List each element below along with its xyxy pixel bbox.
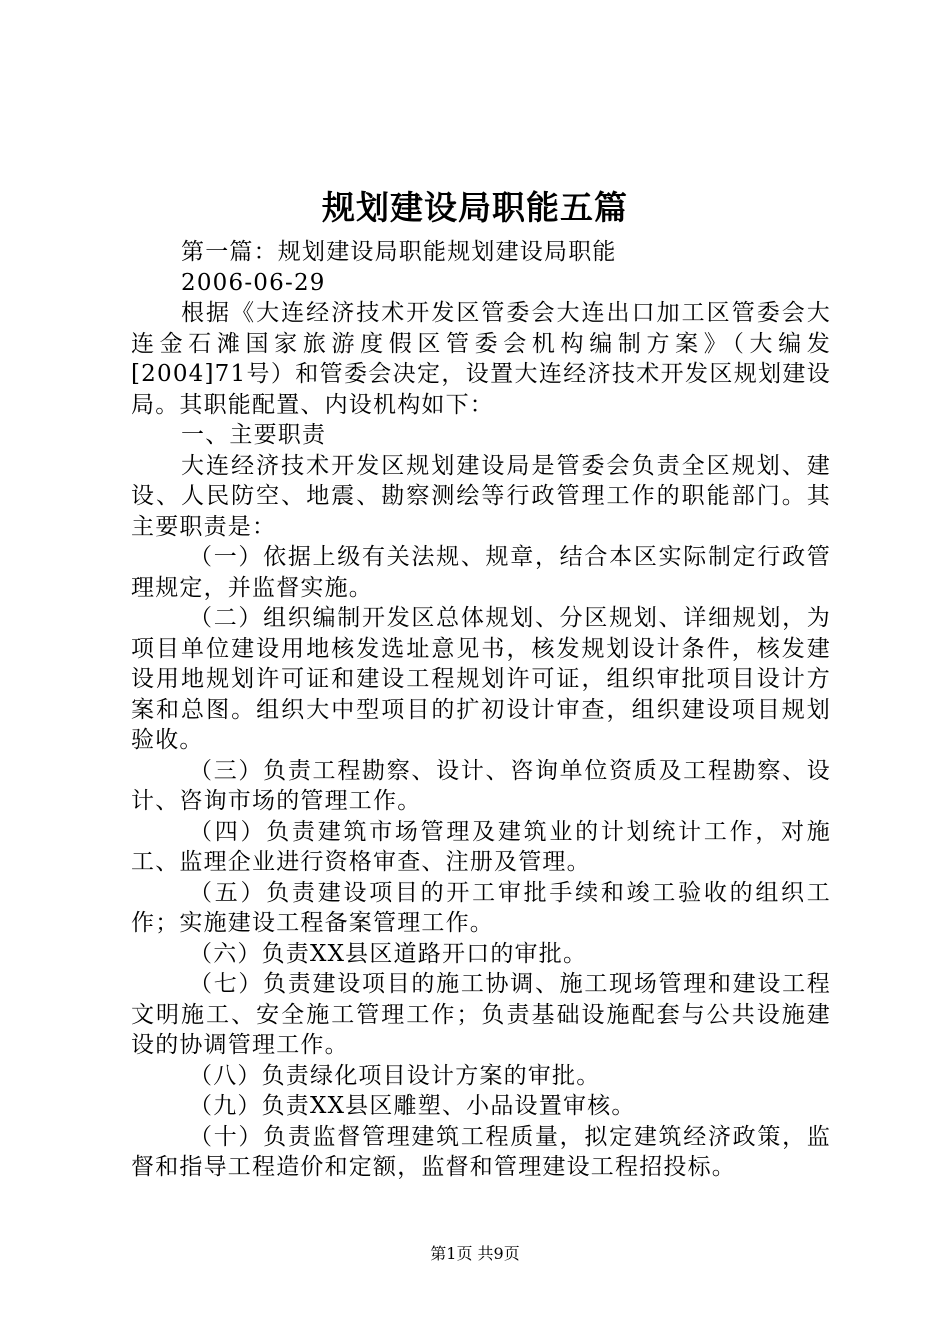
- list-item: （七）负责建设项目的施工协调、施工现场管理和建设工程文明施工、安全施工管理工作；负责基础设施配套与公共设施建设的协调管理工作。: [131, 971, 831, 1058]
- list-item: （四）负责建筑市场管理及建筑业的计划统计工作，对施工、监理企业进行资格审查、注册及管理。: [131, 818, 831, 875]
- subheading: 一、主要职责: [181, 422, 327, 448]
- list-item: （三）负责工程勘察、设计、咨询单位资质及工程勘察、设计、咨询市场的管理工作。: [131, 757, 831, 814]
- body-paragraph: 根据《大连经济技术开发区管委会大连出口加工区管委会大连金石滩国家旅游度假区管委会机构编制方案》（大编发[2004]71号）和管委会决定，设置大连经济技术开发区规划建设局。其职能配置、内设机构如下：: [131, 300, 831, 418]
- list-item: （九）负责XX县区雕塑、小品设置审核。: [189, 1093, 636, 1119]
- list-item: （二）组织编制开发区总体规划、分区规划、详细规划，为项目单位建设用地核发选址意见书，核发规划设计条件，核发建设用地规划许可证和建设工程规划许可证，组织审批项目设计方案和总图。组织大中型项目的扩初设计审查，组织建设项目规划验收。: [131, 605, 831, 753]
- list-item: （一）依据上级有关法规、规章，结合本区实际制定行政管理规定，并监督实施。: [131, 544, 831, 601]
- document-body: [131, 237, 831, 1183]
- list-item: （六）负责XX县区道路开口的审批。: [189, 940, 588, 967]
- body-paragraph: 大连经济技术开发区规划建设局是管委会负责全区规划、建设、人民防空、地震、勘察测绘等行政管理工作的职能部门。其主要职责是：: [131, 452, 831, 540]
- list-item: （八）负责绿化项目设计方案的审批。: [189, 1062, 601, 1089]
- document-title: 规划建设局职能五篇: [322, 188, 628, 227]
- page-footer: 第1页 共9页: [430, 1244, 520, 1263]
- date-line: 2006-06-29: [181, 269, 326, 296]
- list-item: （十）负责监督管理建筑工程质量，拟定建筑经济政策，监督和指导工程造价和定额，监督和管理建设工程招投标。: [131, 1123, 831, 1180]
- section-heading: 第一篇：规划建设局职能规划建设局职能: [181, 239, 617, 265]
- list-item: （五）负责建设项目的开工审批手续和竣工验收的组织工作；实施建设工程备案管理工作。: [131, 879, 831, 936]
